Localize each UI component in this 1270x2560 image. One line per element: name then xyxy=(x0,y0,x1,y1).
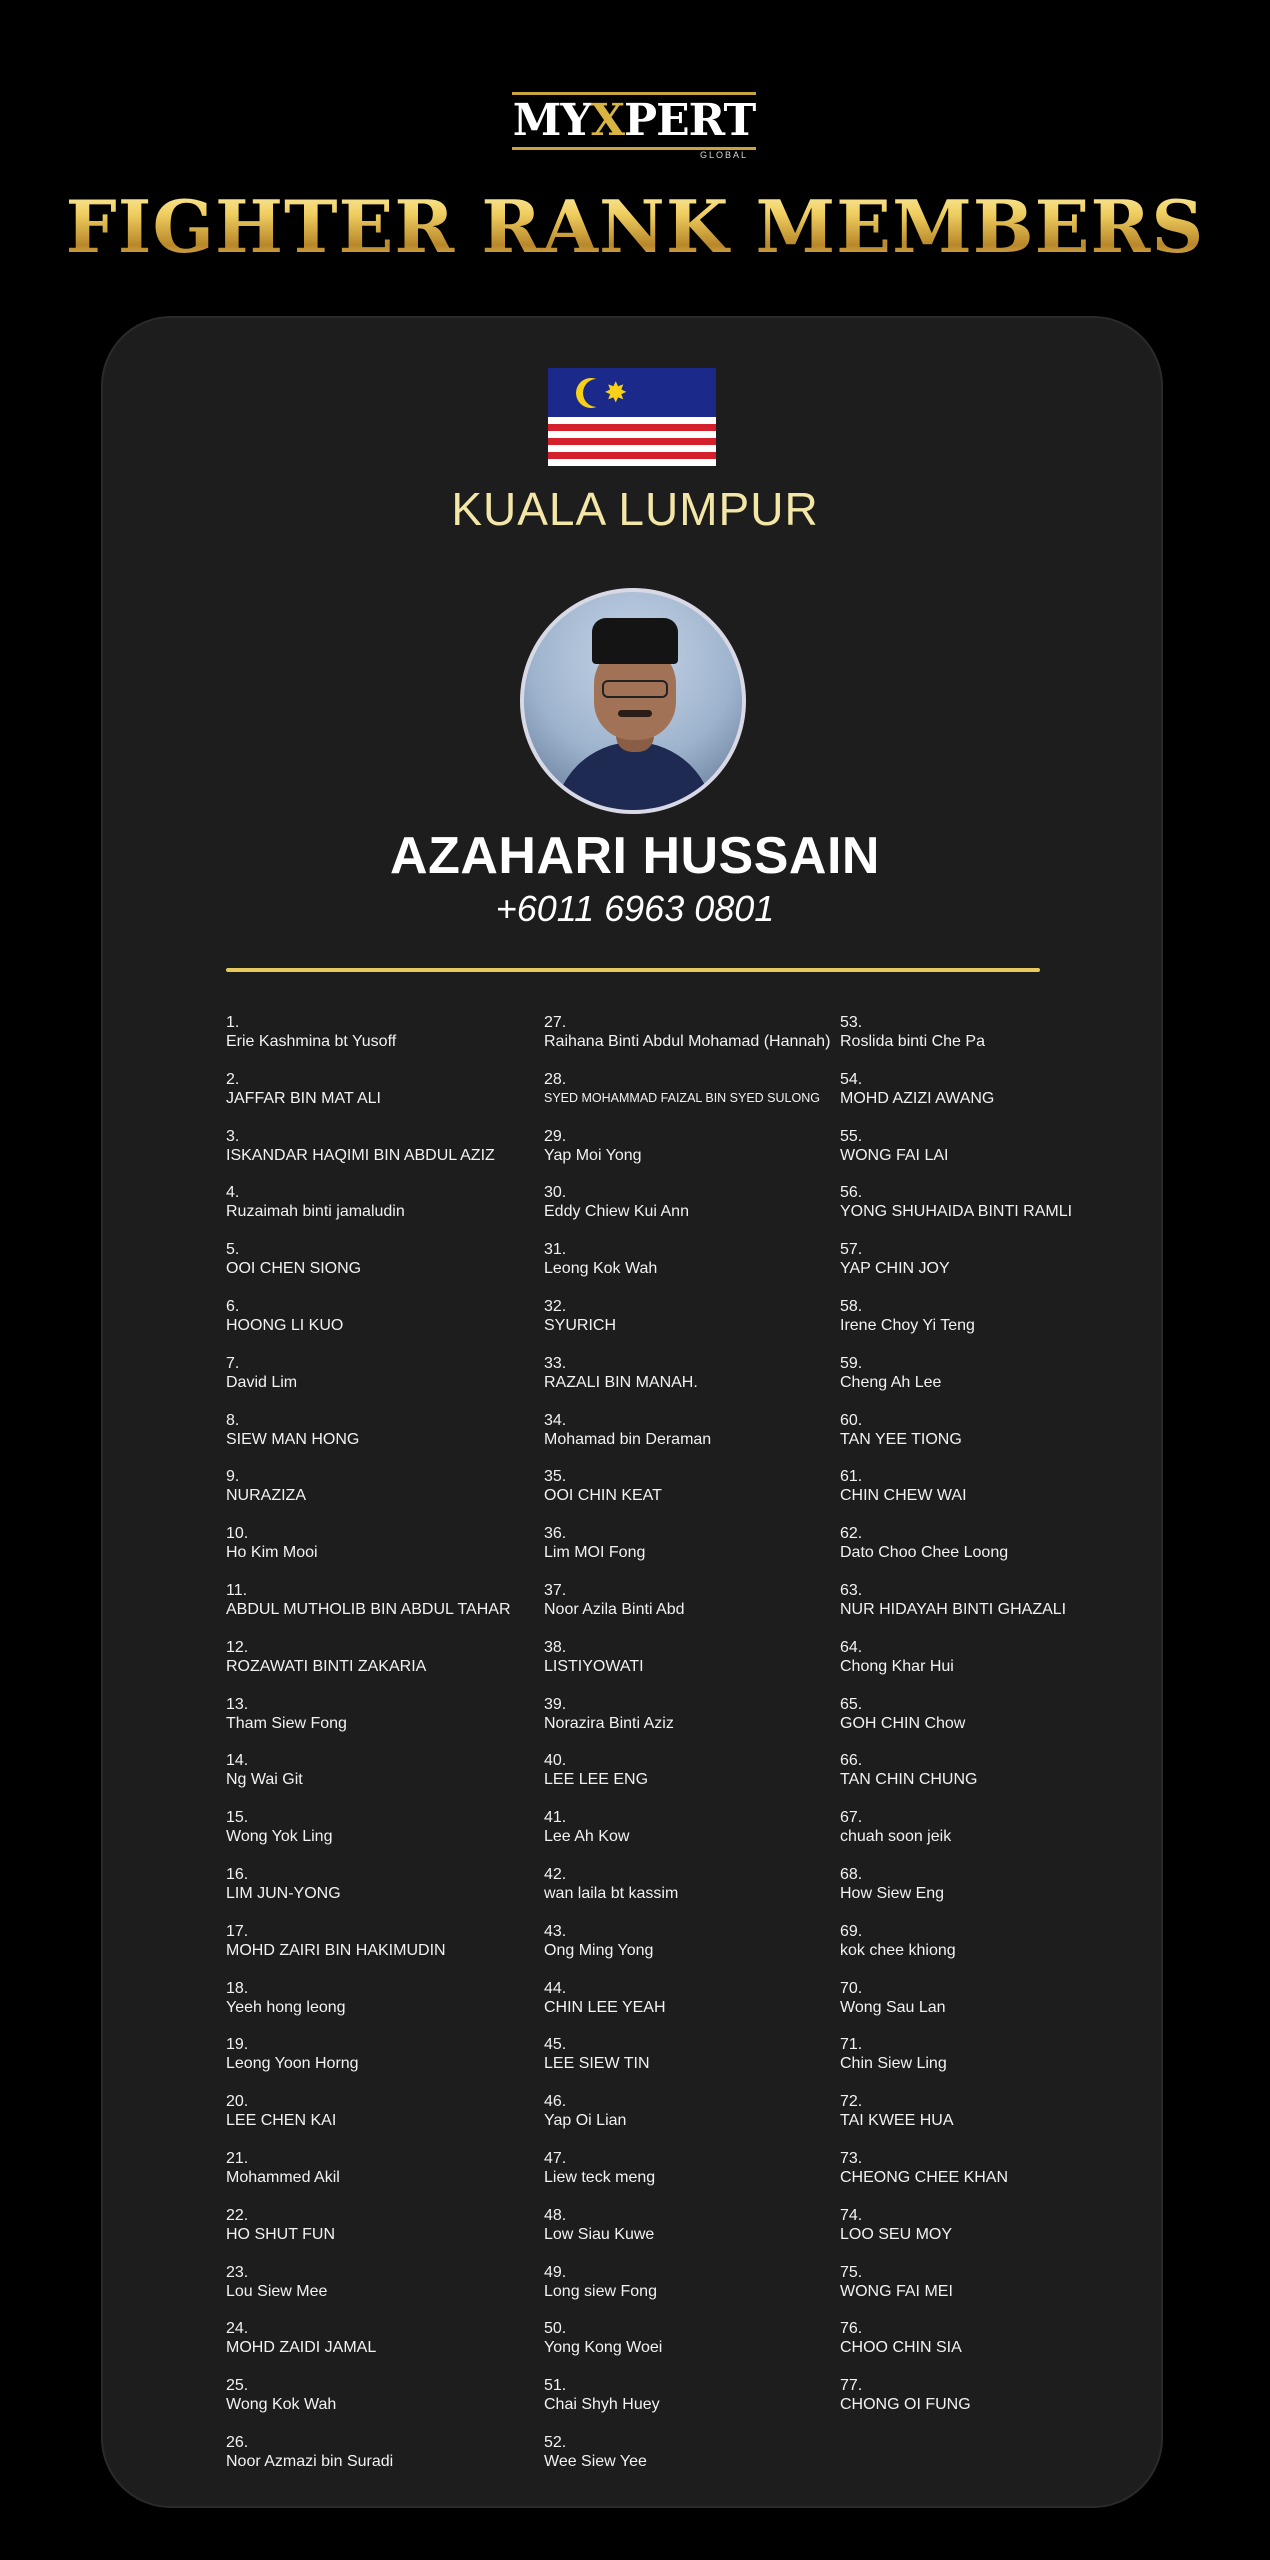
member-number: 76. xyxy=(840,2320,863,2338)
member-name: wan laila bt kassim xyxy=(544,1885,679,1902)
member-number: 33. xyxy=(544,1354,567,1372)
member-number: 43. xyxy=(544,1922,567,1940)
member-number: 6. xyxy=(226,1298,240,1315)
member-number: 77. xyxy=(840,2377,863,2395)
member-number: 26. xyxy=(226,2434,249,2451)
member-item xyxy=(840,2035,947,2073)
member-item xyxy=(544,2035,650,2073)
member-name: Yong Kong Woei xyxy=(544,2339,663,2357)
member-name: ABDUL MUTHOLIB BIN ABDUL TAHAR xyxy=(226,1601,511,1618)
member-item xyxy=(840,1127,948,1165)
member-item xyxy=(226,1467,306,1505)
member-number: 41. xyxy=(544,1809,567,1827)
member-number: 48. xyxy=(544,2206,567,2224)
member-item xyxy=(226,1638,426,1676)
member-number: 45. xyxy=(544,2036,567,2054)
member-name: Wong Yok Ling xyxy=(226,1828,333,1846)
member-name: Roslida binti Che Pa xyxy=(840,1033,985,1050)
member-item xyxy=(226,1070,381,1108)
member-number: 66. xyxy=(840,1752,863,1770)
member-name: Tham Siew Fong xyxy=(226,1714,347,1732)
member-number: 67. xyxy=(840,1809,863,1827)
member-number: 34. xyxy=(544,1411,567,1429)
member-number: 72. xyxy=(840,2093,863,2111)
member-number: 10. xyxy=(226,1525,249,1543)
member-item xyxy=(544,1581,685,1619)
member-number: 13. xyxy=(226,1695,249,1713)
member-number: 18. xyxy=(226,1979,249,1997)
member-name: Dato Choo Chee Loong xyxy=(840,1544,1009,1562)
member-name: MOHD AZIZI AWANG xyxy=(840,1089,995,1107)
member-number: 4. xyxy=(226,1184,240,1202)
page-title: FIGHTER RANK MEMBERS xyxy=(0,182,1270,272)
member-item xyxy=(544,1638,644,1676)
member-number: 69. xyxy=(840,1922,863,1940)
member-name: Norazira Binti Aziz xyxy=(544,1714,674,1732)
member-number: 37. xyxy=(544,1582,567,1599)
member-number: 49. xyxy=(544,2263,567,2281)
logo-part1: MY xyxy=(512,95,591,146)
member-name: Low Siau Kuwe xyxy=(544,2225,655,2243)
member-name: David Lim xyxy=(226,1373,298,1391)
member-name: How Siew Eng xyxy=(840,1885,945,1902)
member-name: Lou Siew Mee xyxy=(226,2282,328,2300)
leader-name: AZAHARI HUSSAIN xyxy=(390,827,880,885)
member-item xyxy=(840,1183,1072,1221)
member-item xyxy=(840,1354,941,1392)
avatar-shirt xyxy=(554,742,714,814)
member-item xyxy=(226,2035,359,2073)
member-name: LEE SIEW TIN xyxy=(544,2055,650,2073)
member-name: Mohammed Akil xyxy=(226,2169,340,2186)
member-item xyxy=(544,1013,830,1051)
member-name: TAN CHIN CHUNG xyxy=(840,1771,978,1789)
member-number: 9. xyxy=(226,1468,240,1486)
member-name: Ho Kim Mooi xyxy=(226,1544,318,1562)
member-item xyxy=(226,1695,347,1733)
member-number: 31. xyxy=(544,1241,567,1259)
member-name: LOO SEU MOY xyxy=(840,2225,953,2243)
member-number: 53. xyxy=(840,1014,863,1031)
member-number: 56. xyxy=(840,1184,863,1202)
member-name: Wee Siew Yee xyxy=(544,2453,647,2470)
member-name: TAI KWEE HUA xyxy=(840,2112,954,2130)
member-number: 58. xyxy=(840,1298,863,1315)
gold-divider xyxy=(226,968,1040,972)
member-item xyxy=(544,1297,616,1335)
member-name: SYURICH xyxy=(544,1317,617,1334)
member-name: Chong Khar Hui xyxy=(840,1657,954,1675)
member-name: MOHD ZAIDI JAMAL xyxy=(226,2339,377,2357)
member-item xyxy=(544,2149,655,2187)
member-item xyxy=(544,1354,698,1392)
member-item xyxy=(840,1070,994,1108)
avatar-cap xyxy=(592,618,678,664)
member-item xyxy=(544,2319,662,2357)
member-number: 39. xyxy=(544,1695,567,1713)
member-item xyxy=(226,2376,336,2414)
member-item xyxy=(840,1581,1066,1619)
member-name: JAFFAR BIN MAT ALI xyxy=(226,1089,381,1107)
member-item xyxy=(544,1808,629,1846)
logo-part3: PERT xyxy=(624,95,756,146)
member-item xyxy=(544,1695,674,1733)
member-item xyxy=(544,1411,711,1449)
member-number: 16. xyxy=(226,1866,249,1883)
member-item xyxy=(226,1808,332,1846)
member-name: ROZAWATI BINTI ZAKARIA xyxy=(226,1657,427,1675)
member-number: 23. xyxy=(226,2263,249,2281)
member-number: 62. xyxy=(840,1525,863,1543)
member-name: OOI CHIN KEAT xyxy=(544,1487,662,1505)
member-name: WONG FAI MEI xyxy=(840,2282,953,2300)
logo-x-mark: X xyxy=(590,95,625,146)
member-number: 3. xyxy=(226,1127,240,1145)
member-item xyxy=(226,1127,495,1165)
member-item xyxy=(226,1524,318,1562)
star-icon: ✸ xyxy=(604,377,628,408)
member-number: 46. xyxy=(544,2093,567,2111)
member-item xyxy=(226,2319,376,2357)
member-name: Leong Yoon Horng xyxy=(226,2055,359,2073)
member-number: 12. xyxy=(226,1638,249,1656)
member-item xyxy=(226,1979,346,2017)
member-item xyxy=(840,1865,944,1903)
member-number: 36. xyxy=(544,1525,567,1543)
member-item xyxy=(544,2206,654,2244)
member-name: GOH CHIN Chow xyxy=(840,1714,966,1732)
member-number: 32. xyxy=(544,1298,567,1315)
member-number: 15. xyxy=(226,1809,249,1827)
member-item xyxy=(544,1751,648,1789)
member-name: ISKANDAR HAQIMI BIN ABDUL AZIZ xyxy=(226,1146,495,1164)
member-number: 14. xyxy=(226,1752,249,1770)
member-item xyxy=(840,1013,985,1051)
member-item xyxy=(840,1979,946,2017)
member-name: SYED MOHAMMAD FAIZAL BIN SYED SULONG xyxy=(544,1090,820,1105)
member-item xyxy=(840,1297,975,1335)
member-name: Noor Azila Binti Abd xyxy=(544,1601,685,1618)
malaysia-flag-icon xyxy=(548,368,716,466)
member-number: 22. xyxy=(226,2206,249,2224)
member-name: TAN YEE TIONG xyxy=(840,1430,962,1448)
avatar-glasses xyxy=(602,680,668,698)
member-number: 38. xyxy=(544,1638,567,1656)
avatar-mustache xyxy=(618,710,652,717)
member-item xyxy=(544,2376,660,2414)
member-name: Long siew Fong xyxy=(544,2282,657,2300)
member-name: LEE LEE ENG xyxy=(544,1771,649,1789)
member-item xyxy=(226,2263,327,2301)
logo-subtitle: GLOBAL xyxy=(699,150,748,160)
member-number: 55. xyxy=(840,1127,863,1145)
member-name: LEE CHEN KAI xyxy=(226,2112,337,2130)
member-name: RAZALI BIN MANAH. xyxy=(544,1373,698,1391)
member-name: Lee Ah Kow xyxy=(544,1828,630,1846)
member-name: Cheng Ah Lee xyxy=(840,1373,942,1391)
member-item xyxy=(226,1013,396,1051)
member-number: 65. xyxy=(840,1695,863,1713)
member-item xyxy=(840,2149,1008,2187)
member-number: 21. xyxy=(226,2150,249,2167)
logo-wordmark xyxy=(506,96,762,146)
flag-canton xyxy=(548,368,716,417)
member-name: SIEW MAN HONG xyxy=(226,1430,360,1448)
member-item xyxy=(544,1922,653,1960)
member-number: 30. xyxy=(544,1184,567,1202)
member-number: 74. xyxy=(840,2206,863,2224)
member-number: 11. xyxy=(226,1582,248,1599)
member-number: 47. xyxy=(544,2150,567,2167)
member-name: Ong Ming Yong xyxy=(544,1941,654,1959)
member-name: Ruzaimah binti jamaludin xyxy=(226,1203,405,1221)
member-number: 68. xyxy=(840,1866,863,1883)
member-name: YAP CHIN JOY xyxy=(840,1260,950,1278)
member-number: 71. xyxy=(840,2036,863,2054)
member-name: Raihana Binti Abdul Mohamad (Hannah) xyxy=(544,1033,831,1050)
member-name: Liew teck meng xyxy=(544,2169,656,2186)
member-item xyxy=(840,2376,971,2414)
member-name: Yap Moi Yong xyxy=(544,1146,642,1164)
member-number: 51. xyxy=(544,2377,567,2395)
member-item xyxy=(544,2433,647,2471)
member-number: 1. xyxy=(226,1014,240,1031)
member-item xyxy=(544,1979,666,2017)
member-name: chuah soon jeik xyxy=(840,1828,952,1846)
member-number: 52. xyxy=(544,2434,567,2451)
member-number: 28. xyxy=(544,1070,567,1088)
member-number: 54. xyxy=(840,1070,863,1088)
member-item xyxy=(544,2092,626,2130)
member-name: kok chee khiong xyxy=(840,1941,956,1959)
member-item xyxy=(544,1467,662,1505)
member-name: LIM JUN-YONG xyxy=(226,1885,341,1902)
member-item xyxy=(226,2433,393,2471)
member-item xyxy=(226,1297,343,1335)
member-number: 70. xyxy=(840,1979,863,1997)
member-name: NUR HIDAYAH BINTI GHAZALI xyxy=(840,1601,1067,1618)
member-item xyxy=(226,1751,303,1789)
member-name: Yeeh hong leong xyxy=(226,1998,346,2016)
member-number: 63. xyxy=(840,1582,863,1599)
member-name: Chin Siew Ling xyxy=(840,2055,947,2073)
member-item xyxy=(840,2206,952,2244)
member-item xyxy=(840,2263,953,2301)
member-name: OOI CHEN SIONG xyxy=(226,1260,362,1278)
brand-logo xyxy=(506,92,762,160)
member-item xyxy=(226,1922,446,1960)
member-item xyxy=(226,2149,340,2187)
member-item xyxy=(544,1865,678,1903)
member-item xyxy=(840,1411,962,1449)
leader-avatar xyxy=(520,588,746,814)
member-item xyxy=(544,1240,657,1278)
member-name: Ng Wai Git xyxy=(226,1771,303,1789)
member-number: 59. xyxy=(840,1354,863,1372)
member-number: 2. xyxy=(226,1070,240,1088)
member-item xyxy=(544,1070,820,1108)
member-item xyxy=(544,2263,657,2301)
member-item xyxy=(840,1695,965,1733)
member-number: 7. xyxy=(226,1354,240,1372)
member-item xyxy=(226,1354,297,1392)
member-number: 20. xyxy=(226,2093,249,2111)
member-name: CHONG OI FUNG xyxy=(840,2396,971,2414)
member-item xyxy=(840,1467,967,1505)
member-number: 35. xyxy=(544,1468,567,1486)
member-number: 8. xyxy=(226,1411,240,1429)
member-item xyxy=(840,1524,1008,1562)
member-item xyxy=(840,1638,954,1676)
member-item xyxy=(226,2092,336,2130)
member-name: Erie Kashmina bt Yusoff xyxy=(226,1033,397,1050)
member-number: 17. xyxy=(226,1922,249,1940)
member-number: 50. xyxy=(544,2320,567,2338)
member-name: Noor Azmazi bin Suradi xyxy=(226,2453,394,2470)
member-number: 73. xyxy=(840,2150,863,2167)
member-item xyxy=(840,2319,962,2357)
member-number: 27. xyxy=(544,1014,567,1031)
member-name: YONG SHUHAIDA BINTI RAMLI xyxy=(840,1203,1073,1221)
member-name: NURAZIZA xyxy=(226,1487,306,1505)
member-number: 42. xyxy=(544,1866,567,1883)
member-name: Wong Kok Wah xyxy=(226,2396,337,2414)
leader-phone: +6011 6963 0801 xyxy=(495,888,775,929)
member-item xyxy=(544,1183,689,1221)
member-name: CHIN CHEW WAI xyxy=(840,1487,967,1505)
member-item xyxy=(226,1581,511,1619)
member-item xyxy=(226,1240,361,1278)
member-number: 25. xyxy=(226,2377,249,2395)
member-number: 57. xyxy=(840,1241,863,1259)
member-number: 61. xyxy=(840,1468,863,1486)
member-item xyxy=(840,1808,951,1846)
member-name: Irene Choy Yi Teng xyxy=(840,1317,975,1334)
member-number: 40. xyxy=(544,1752,567,1770)
member-name: Eddy Chiew Kui Ann xyxy=(544,1203,689,1221)
member-name: Wong Sau Lan xyxy=(840,1998,946,2016)
member-number: 75. xyxy=(840,2263,863,2281)
member-number: 29. xyxy=(544,1127,567,1145)
member-number: 19. xyxy=(226,2036,249,2054)
member-number: 44. xyxy=(544,1979,567,1997)
member-item xyxy=(840,1751,977,1789)
member-name: CHEONG CHEE KHAN xyxy=(840,2169,1009,2186)
member-name: Lim MOI Fong xyxy=(544,1544,646,1562)
member-name: Yap Oi Lian xyxy=(544,2112,627,2130)
member-item xyxy=(544,1127,642,1165)
member-item xyxy=(226,1865,341,1903)
member-name: Mohamad bin Deraman xyxy=(544,1430,712,1448)
member-item xyxy=(840,1240,950,1278)
member-name: CHIN LEE YEAH xyxy=(544,1998,666,2016)
member-item xyxy=(840,2092,954,2130)
member-item xyxy=(226,1183,405,1221)
member-item xyxy=(226,2206,335,2244)
member-number: 64. xyxy=(840,1638,863,1656)
member-name: WONG FAI LAI xyxy=(840,1146,949,1164)
member-number: 5. xyxy=(226,1241,240,1259)
member-number: 24. xyxy=(226,2320,249,2338)
member-item xyxy=(226,1411,359,1449)
member-name: HO SHUT FUN xyxy=(226,2225,336,2243)
member-item xyxy=(840,1922,956,1960)
member-name: CHOO CHIN SIA xyxy=(840,2339,962,2357)
member-number: 60. xyxy=(840,1411,863,1429)
member-name: Chai Shyh Huey xyxy=(544,2396,660,2414)
member-item xyxy=(544,1524,645,1562)
member-name: MOHD ZAIRI BIN HAKIMUDIN xyxy=(226,1941,446,1959)
member-name: Leong Kok Wah xyxy=(544,1260,658,1278)
city-name: KUALA LUMPUR xyxy=(451,483,819,535)
member-name: HOONG LI KUO xyxy=(226,1317,344,1334)
member-name: LISTIYOWATI xyxy=(544,1657,644,1675)
